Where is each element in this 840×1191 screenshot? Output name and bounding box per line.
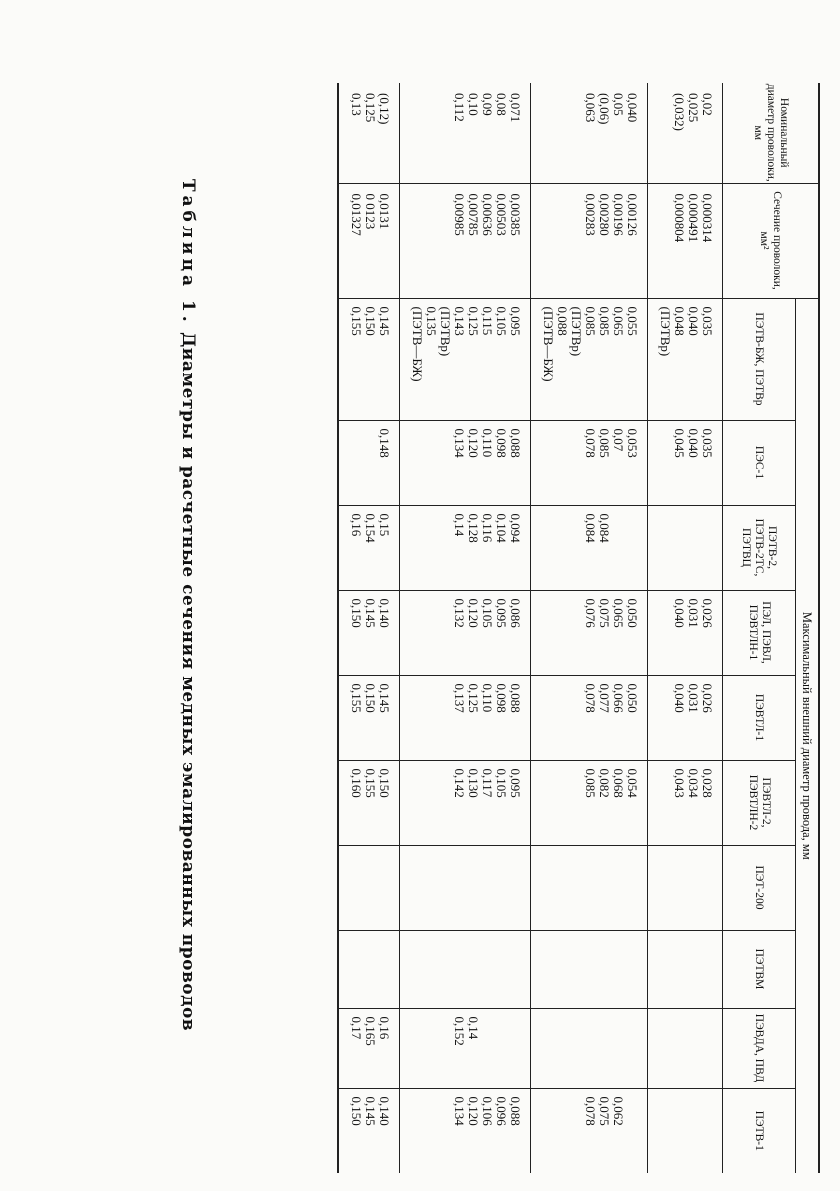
diameter-cell [400, 420, 531, 505]
cell-value: 0,120 [466, 1096, 481, 1126]
cell-value: 0,000314 [700, 193, 715, 243]
cell-value: (ПЭТВ—БЖ) [410, 306, 425, 382]
cell-value: 0,075 [597, 1096, 612, 1126]
cell-value: 0,00385 [508, 193, 523, 236]
cell-value: 0,150 [363, 683, 378, 713]
header-col-petvm: ПЭТВМ [723, 930, 796, 1008]
cell-value: 0,10 [466, 93, 481, 116]
diameter-cell [400, 1088, 531, 1173]
cell-value: 0,142 [452, 768, 467, 798]
cell-value: 0,09 [480, 93, 495, 116]
cell-value: 0,040 [625, 93, 640, 123]
cell-value: 0,085 [597, 306, 612, 336]
cell-value: 0,14 [466, 1016, 481, 1040]
cell-value [494, 1017, 508, 1088]
cell-value: 0,116 [480, 513, 495, 543]
cell-value: 0,040 [672, 683, 687, 713]
cell-value: 0,065 [611, 598, 626, 628]
cell-value: 0,026 [700, 598, 715, 628]
cell-value: 0,07 [611, 428, 626, 452]
cell-value: 0,00280 [597, 193, 612, 236]
table-row [648, 83, 723, 1173]
cell-value: 0,075 [597, 598, 612, 628]
cell-value: (ПЭТВр) [569, 306, 584, 357]
header-col-petv-bzh: ПЭТВ-БЖ, ПЭТВр [723, 298, 796, 420]
cell-value: 0,084 [597, 513, 612, 543]
cell-value: 0,140 [377, 1096, 392, 1126]
cell-value: 0,150 [349, 1096, 364, 1126]
cell-value: 0,031 [686, 598, 701, 628]
cell-value: 0,095 [494, 598, 509, 628]
diameter-cell [400, 845, 531, 930]
cell-value: 0,078 [583, 1096, 598, 1126]
cell-value: 0,117 [480, 768, 495, 798]
diameter-cell [648, 1008, 723, 1088]
cell-value: 0,088 [508, 428, 523, 458]
cell-value: 0,125 [363, 93, 378, 123]
cell-value: 0,096 [494, 1096, 509, 1126]
diameter-cell [338, 590, 400, 675]
diameter-cell [338, 675, 400, 760]
cell-value: 0,098 [494, 428, 509, 458]
header-col-pes-1: ПЭС-1 [723, 420, 796, 505]
cell-value: 0,150 [377, 768, 392, 798]
cell-value: 0,0131 [377, 193, 392, 230]
cell-value: 0,130 [466, 768, 481, 798]
diameter-cell [648, 760, 723, 845]
cell-value: 0,065 [611, 306, 626, 336]
cell-value: (0,032) [672, 93, 687, 131]
cell-value: 0,063 [583, 93, 598, 123]
cell-value: 0,15 [377, 513, 392, 537]
table-row [531, 83, 648, 1173]
cell-value: 0,150 [349, 598, 364, 628]
diameter-cell [338, 298, 400, 420]
cell-value: 0,086 [508, 598, 523, 628]
cell-value: 0,035 [700, 428, 715, 458]
diameter-cell [338, 760, 400, 845]
cell-value [611, 514, 625, 590]
cell-value [508, 1017, 522, 1088]
cell-value [625, 514, 639, 590]
diameter-cell [531, 505, 648, 590]
cell-value: 0,137 [452, 683, 467, 713]
header-col-petv-1: ПЭТВ-1 [753, 1110, 766, 1151]
diameter-cell [338, 1008, 400, 1088]
diameter-cell [531, 590, 648, 675]
cell-value: 0,05 [611, 93, 626, 116]
diameter-cell [531, 930, 648, 1008]
cell-value: 0,155 [349, 683, 364, 713]
cell-value: 0,00785 [466, 193, 481, 236]
diameter-cell [648, 590, 723, 675]
diameter-cell [400, 1008, 531, 1088]
diameter-cell [648, 505, 723, 590]
cell-value [625, 1097, 639, 1174]
table-row [338, 83, 400, 1173]
cell-value: 0,00503 [494, 193, 509, 236]
cell-value: 0,02 [700, 93, 715, 116]
cell-value: (0,12) [377, 93, 392, 125]
cell-value: 0,00283 [583, 193, 598, 236]
cell-value: 0,105 [494, 306, 509, 336]
diameter-cell [531, 1088, 648, 1173]
diameter-cell [648, 675, 723, 760]
cell-value: 0,01327 [349, 193, 364, 236]
cell-value: 0,040 [672, 598, 687, 628]
cell-value: 0,088 [508, 683, 523, 713]
cell-value: 0,150 [363, 306, 378, 336]
cell-value: 0,088 [555, 306, 570, 336]
nominal-diameter-cell [338, 83, 400, 183]
cell-value: 0,105 [480, 598, 495, 628]
diameter-cell [400, 590, 531, 675]
wire-table [337, 83, 820, 1173]
diameter-cell [531, 298, 648, 420]
cell-value: 0,078 [583, 428, 598, 458]
cell-value: 0,071 [508, 93, 523, 123]
cell-value: 0,134 [452, 428, 467, 458]
cell-value: 0,140 [377, 598, 392, 628]
cell-value: 0,066 [611, 683, 626, 713]
cell-value: 0,085 [583, 306, 598, 336]
cell-value: 0,135 [424, 306, 439, 336]
header-nominal-diameter: Номинальный диаметр проволоки, мм [723, 83, 820, 183]
cell-value: 0,085 [597, 428, 612, 458]
cell-value: 0,16 [349, 513, 364, 537]
diameter-cell [400, 930, 531, 1008]
cell-value: 0,00126 [625, 193, 640, 236]
cell-value: 0,095 [508, 306, 523, 336]
table-body [338, 83, 723, 1173]
header-col-pevtl-2: ПЭВТЛ-2, ПЭВТЛН-2 [723, 760, 796, 845]
header-col-pevda: ПЭВДА, ПВД [723, 1008, 796, 1088]
cell-value: 0 0123 [363, 193, 378, 230]
cell-value: 0,110 [480, 683, 495, 713]
diameter-cell [531, 675, 648, 760]
cell-value: 0,105 [494, 768, 509, 798]
diameter-cell [400, 675, 531, 760]
cell-value: 0,040 [686, 428, 701, 458]
cell-value: 0,104 [494, 513, 509, 543]
diameter-cell [648, 845, 723, 930]
cell-value: 0,160 [349, 768, 364, 798]
cell-value: 0,152 [452, 1016, 467, 1046]
cell-value: 0,062 [611, 1096, 626, 1126]
cell-value: 0,155 [363, 768, 378, 798]
cell-value: 0,025 [686, 93, 701, 123]
cell-value: 0,120 [466, 598, 481, 628]
cell-value: 0,155 [349, 306, 364, 336]
cell-value: 0,165 [363, 1016, 378, 1046]
cell-value: 0,154 [363, 513, 378, 543]
cell-value: 0,000491 [686, 193, 701, 243]
cell-value: 0,045 [672, 428, 687, 458]
cell-value: 0,120 [466, 428, 481, 458]
cell-value: (0,06) [597, 93, 612, 125]
cell-value: 0,034 [686, 768, 701, 798]
diameter-cell [338, 505, 400, 590]
cell-value: 0,050 [625, 683, 640, 713]
title-lead: Таблица 1. [178, 178, 198, 326]
cell-value: 0,068 [611, 768, 626, 798]
cell-value: (ПЭТВр) [658, 306, 673, 357]
title-text: Диаметры и расчетные сечения медных эмалированных проводов [178, 332, 198, 1032]
diameter-cell [531, 420, 648, 505]
cell-value: 0,00985 [452, 193, 467, 236]
cell-value: 0,00636 [480, 193, 495, 236]
section-cell [400, 183, 531, 298]
cell-value: 0,082 [597, 768, 612, 798]
cell-value: 0,031 [686, 683, 701, 713]
cell-value: 0,084 [583, 513, 598, 543]
cell-value: 0,106 [480, 1096, 495, 1126]
rotated-table-block [178, 75, 820, 1151]
cell-value: 0,145 [363, 598, 378, 628]
diameter-cell [648, 298, 723, 420]
diameter-cell [338, 1088, 400, 1173]
diameter-cell [400, 760, 531, 845]
cell-value: 0,040 [686, 306, 701, 336]
cell-value: 0,098 [494, 683, 509, 713]
section-cell [531, 183, 648, 298]
cell-value: 0,000804 [672, 193, 687, 243]
cell-value: 0,148 [377, 428, 392, 458]
cell-value: 0,088 [508, 1096, 523, 1126]
header-max-outer-diameter: Максимальный внешний диаметр провода, мм [796, 298, 820, 1173]
cell-value [480, 1017, 494, 1088]
cell-value: 0,143 [452, 306, 467, 336]
diameter-cell [338, 930, 400, 1008]
diameter-cell [400, 298, 531, 420]
diameter-cell [648, 420, 723, 505]
cell-value: 0,048 [672, 306, 687, 336]
diameter-cell [400, 505, 531, 590]
nominal-diameter-cell [648, 83, 723, 183]
cell-value: 0,16 [377, 1016, 392, 1040]
diameter-cell [648, 930, 723, 1008]
cell-value: 0,076 [583, 598, 598, 628]
nominal-diameter-cell [531, 83, 648, 183]
header-col-pevtl-1: ПЭВТЛ-1 [723, 675, 796, 760]
cell-value: 0,050 [625, 598, 640, 628]
section-cell [338, 183, 400, 298]
cell-value: 0,128 [466, 513, 481, 543]
cell-value: 0,134 [452, 1096, 467, 1126]
diameter-cell [531, 1008, 648, 1088]
cell-value: 0,094 [508, 513, 523, 543]
cell-value: 0,043 [672, 768, 687, 798]
section-cell [648, 183, 723, 298]
diameter-cell [531, 760, 648, 845]
cell-value: 0,035 [700, 306, 715, 336]
cell-value: (ПЭТВ—БЖ) [541, 306, 556, 382]
cell-value: 0,08 [494, 93, 509, 116]
cell-value: 0,077 [597, 683, 612, 713]
cell-value: 0,125 [466, 306, 481, 336]
cell-value: 0,00196 [611, 193, 626, 236]
cell-value: 0,085 [583, 768, 598, 798]
cell-value: 0,17 [349, 1016, 364, 1040]
cell-value: 0,112 [452, 93, 467, 122]
cell-value: 0,145 [377, 683, 392, 713]
diameter-cell [338, 845, 400, 930]
cell-value: 0,145 [363, 1096, 378, 1126]
cell-value: 0,026 [700, 683, 715, 713]
diameter-cell [531, 845, 648, 930]
cell-value: 0,055 [625, 306, 640, 336]
diameter-cell [648, 1088, 723, 1173]
cell-value: 0,132 [452, 598, 467, 628]
cell-value: 0,054 [625, 768, 640, 798]
cell-value: 0,078 [583, 683, 598, 713]
header-col-petv-2: ПЭТВ-2, ПЭТВ-2ТС, ПЭТВЦ [723, 505, 796, 590]
cell-value: 0,13 [349, 93, 364, 116]
table-title [172, 75, 198, 1135]
header-section: Сечение проволоки, мм² [723, 183, 820, 298]
cell-value: 0,053 [625, 428, 640, 458]
table-row [400, 83, 531, 1173]
cell-value: (ПЭТВр) [438, 306, 453, 357]
header-col-pet-200: ПЭТ-200 [723, 845, 796, 930]
cell-value: 0,145 [377, 306, 392, 336]
cell-value: 0,110 [480, 428, 495, 458]
cell-value: 0,14 [452, 513, 467, 537]
header-col-pel: ПЭЛ, ПЭВЛ, ПЭВТЛН-1 [723, 590, 796, 675]
cell-value: 0,095 [508, 768, 523, 798]
nominal-diameter-cell [400, 83, 531, 183]
cell-value: 0,125 [466, 683, 481, 713]
diameter-cell [338, 420, 400, 505]
cell-value: 0,028 [700, 768, 715, 798]
cell-value: 0,115 [480, 306, 495, 336]
